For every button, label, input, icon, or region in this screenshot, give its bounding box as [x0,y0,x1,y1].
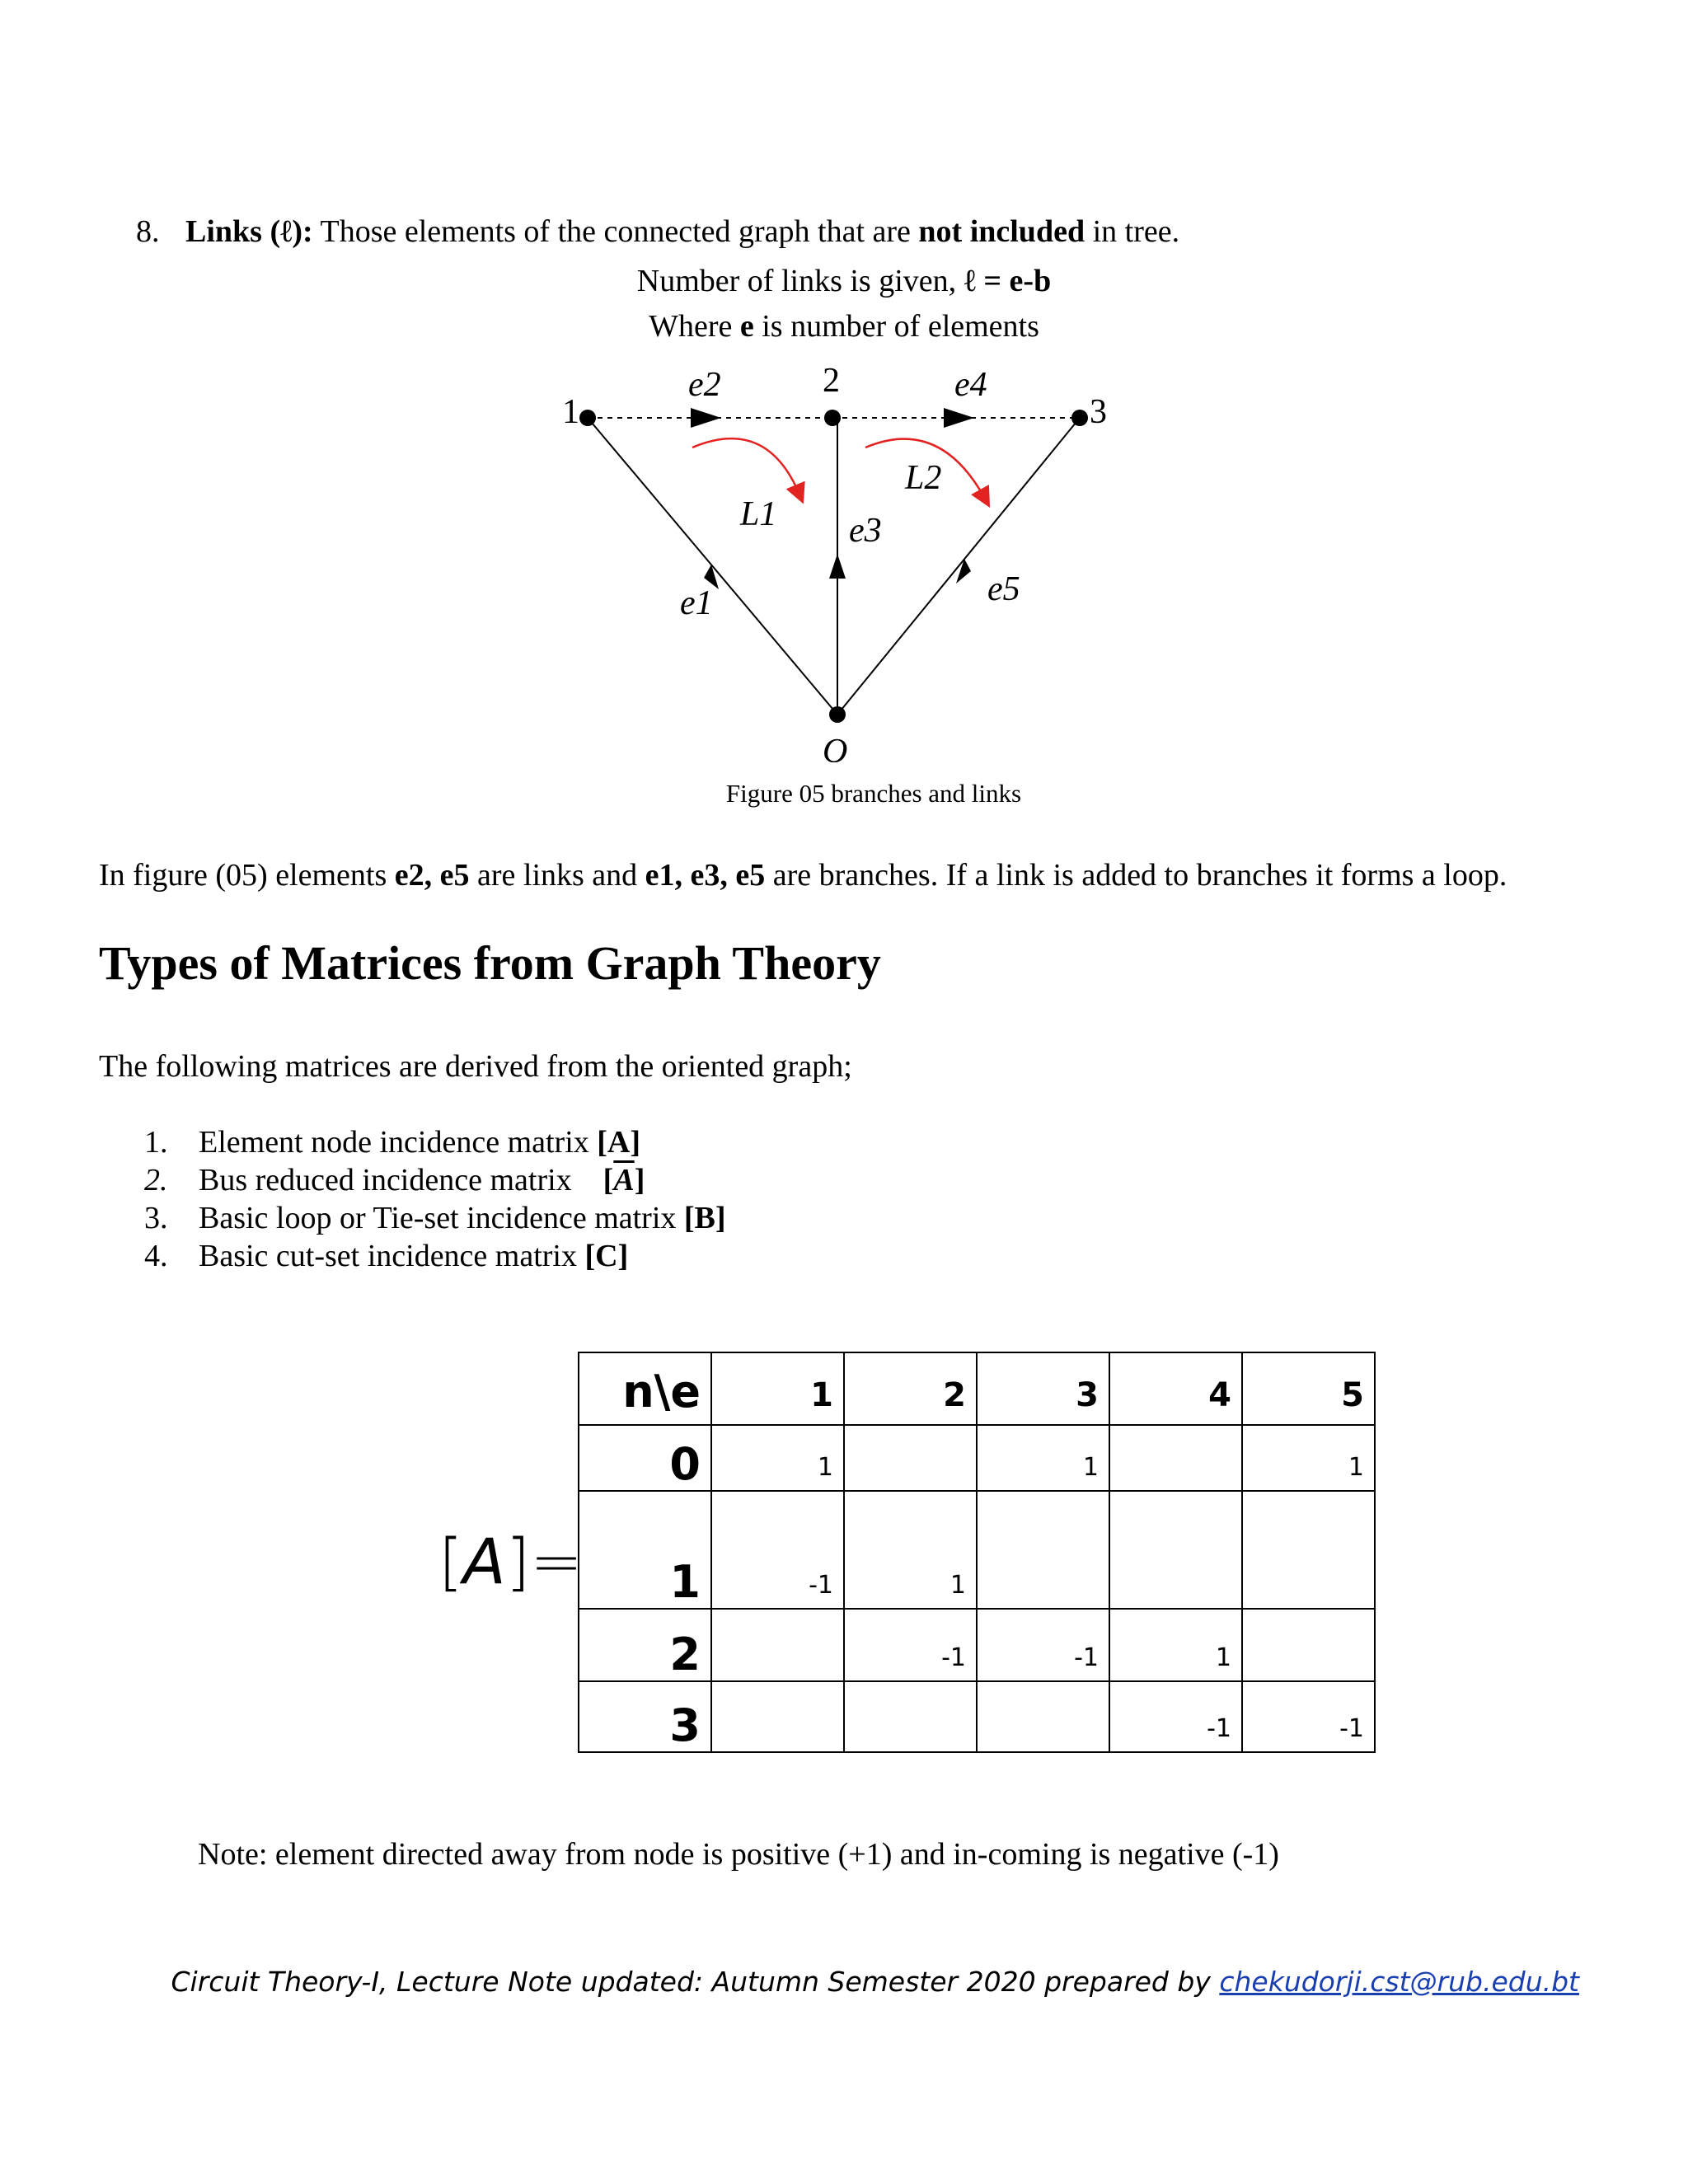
column-header: 2 [844,1352,977,1425]
where-e: e [739,309,754,344]
matrix-label-open: [ [438,1525,463,1598]
links-branches-paragraph [99,857,1507,893]
matrix-cell: 1 [1109,1609,1242,1681]
para-a: In figure (05) elements [99,858,395,893]
para-links-list: e2, e5 [394,858,470,893]
links-def-a: Those elements of the connected graph that are [312,214,919,249]
list-text: Element node incidence matrix [199,1125,598,1160]
matrix-cell [1109,1425,1242,1491]
node-1-dot [579,410,596,426]
footer-text: Circuit Theory-I, Lecture Note updated: Autumn Semester 2020 prepared by [171,1966,1220,1998]
table-row [579,1681,1375,1752]
section-heading: Types of Matrices from Graph Theory [99,936,881,990]
matrix-cell [711,1609,844,1681]
matrix-label-sym: A [462,1525,506,1598]
matrix-cell [844,1425,977,1491]
table-row [579,1425,1375,1491]
column-header: 1 [711,1352,844,1425]
matrix-cell: 1 [711,1425,844,1491]
list-number: 3. [144,1201,168,1235]
list-symbol: [B] [683,1201,726,1235]
row-header: 1 [579,1491,711,1609]
matrix-cell [977,1491,1109,1609]
matrix-types-list [144,1123,726,1275]
matrix-cell [711,1681,844,1752]
column-header: 3 [977,1352,1109,1425]
matrix-cell: -1 [711,1491,844,1609]
page-footer [171,1966,1580,1998]
where-a: Where [649,309,740,344]
list-symbol: [A] [597,1125,641,1160]
matrix-cell [1242,1609,1375,1681]
links-term: Links (ℓ): [185,214,313,249]
links-formula-line [0,262,1688,300]
node-3-label: 3 [1090,393,1107,431]
links-formula-text: Number of links is given, [636,264,964,298]
e3-arrow-icon [829,554,846,579]
matrix-label-close: ]= [505,1525,583,1598]
matrix-cell [977,1681,1109,1752]
where-line [0,307,1688,345]
incidence-matrix-table [578,1352,1376,1753]
list-symbol-close: ] [634,1163,645,1197]
list-symbol-a-bar: $\overline{A}$ [613,1163,635,1197]
item-8-links-definition [136,213,1179,251]
branch-e1 [588,418,837,715]
where-b: is number of elements [753,309,1039,344]
row-header: 2 [579,1609,711,1681]
para-b: are links and [469,858,645,893]
e4-arrow-icon [944,408,974,428]
node-2-label: 2 [823,362,840,400]
list-number: 1. [144,1125,168,1160]
matrix-cell [1109,1491,1242,1609]
element-e4-label: e4 [954,366,987,404]
node-2-dot [824,410,841,426]
sign-convention-note: Note: element directed away from node is positive (+1) and in-coming is negative (-1) [198,1837,1279,1872]
loop-l1-arrow-icon [692,438,799,494]
matrix-cell: 1 [977,1425,1109,1491]
para-c: are branches. If a link is added to branches it forms a loop. [765,858,1507,893]
node-3-dot [1071,410,1088,426]
matrix-cell [844,1681,977,1752]
matrix-cell: -1 [844,1609,977,1681]
branches-links-graph [528,350,1121,762]
element-e1-label: e1 [680,584,713,622]
list-text: Bus reduced incidence matrix [199,1163,603,1197]
list-text: Basic cut-set incidence matrix [199,1239,585,1273]
matrix-cell: 1 [844,1491,977,1609]
loop-l1-label: L1 [740,495,777,533]
matrix-cell: -1 [1242,1681,1375,1752]
list-item [144,1123,726,1161]
figure-caption: Figure 05 branches and links [725,779,1022,808]
node-0-dot [829,706,846,723]
row-header: 0 [579,1425,711,1491]
table-row [579,1491,1375,1609]
links-def-b: in tree. [1085,214,1180,249]
e5-arrow-icon [956,559,971,583]
element-e2-label: e2 [688,366,721,404]
list-number: 2. [144,1163,168,1197]
links-formula: ℓ = e-b [964,264,1052,298]
element-e5-label: e5 [987,570,1020,608]
e2-arrow-icon [691,408,721,428]
matrix-cell: 1 [1242,1425,1375,1491]
node-0-label: O [823,733,848,762]
list-text: Basic loop or Tie-set incidence matrix [199,1201,684,1235]
para-branches-list: e1, e3, e5 [645,858,766,893]
list-item [144,1161,726,1199]
matrix-corner: n\e [579,1352,711,1425]
matrix-a-label [438,1525,583,1598]
element-e3-label: e3 [849,512,882,550]
matrix-cell [1242,1491,1375,1609]
list-symbol: [C] [584,1239,629,1273]
item-number: 8. [136,214,160,249]
list-number: 4. [144,1239,168,1273]
author-email-link[interactable]: chekudorji.cst@rub.edu.bt [1219,1966,1579,1998]
table-header-row [579,1352,1375,1425]
column-header: 4 [1109,1352,1242,1425]
node-1-label: 1 [562,393,579,431]
column-header: 5 [1242,1352,1375,1425]
matrix-cell: -1 [1109,1681,1242,1752]
list-item [144,1237,726,1275]
loop-l2-label: L2 [905,459,942,497]
list-item [144,1199,726,1237]
links-def-emph: not included [918,214,1085,249]
list-symbol-open: [ [603,1163,614,1197]
row-header: 3 [579,1681,711,1752]
table-row [579,1609,1375,1681]
intro-text: The following matrices are derived from the oriented graph; [99,1049,852,1084]
matrix-cell: -1 [977,1609,1109,1681]
